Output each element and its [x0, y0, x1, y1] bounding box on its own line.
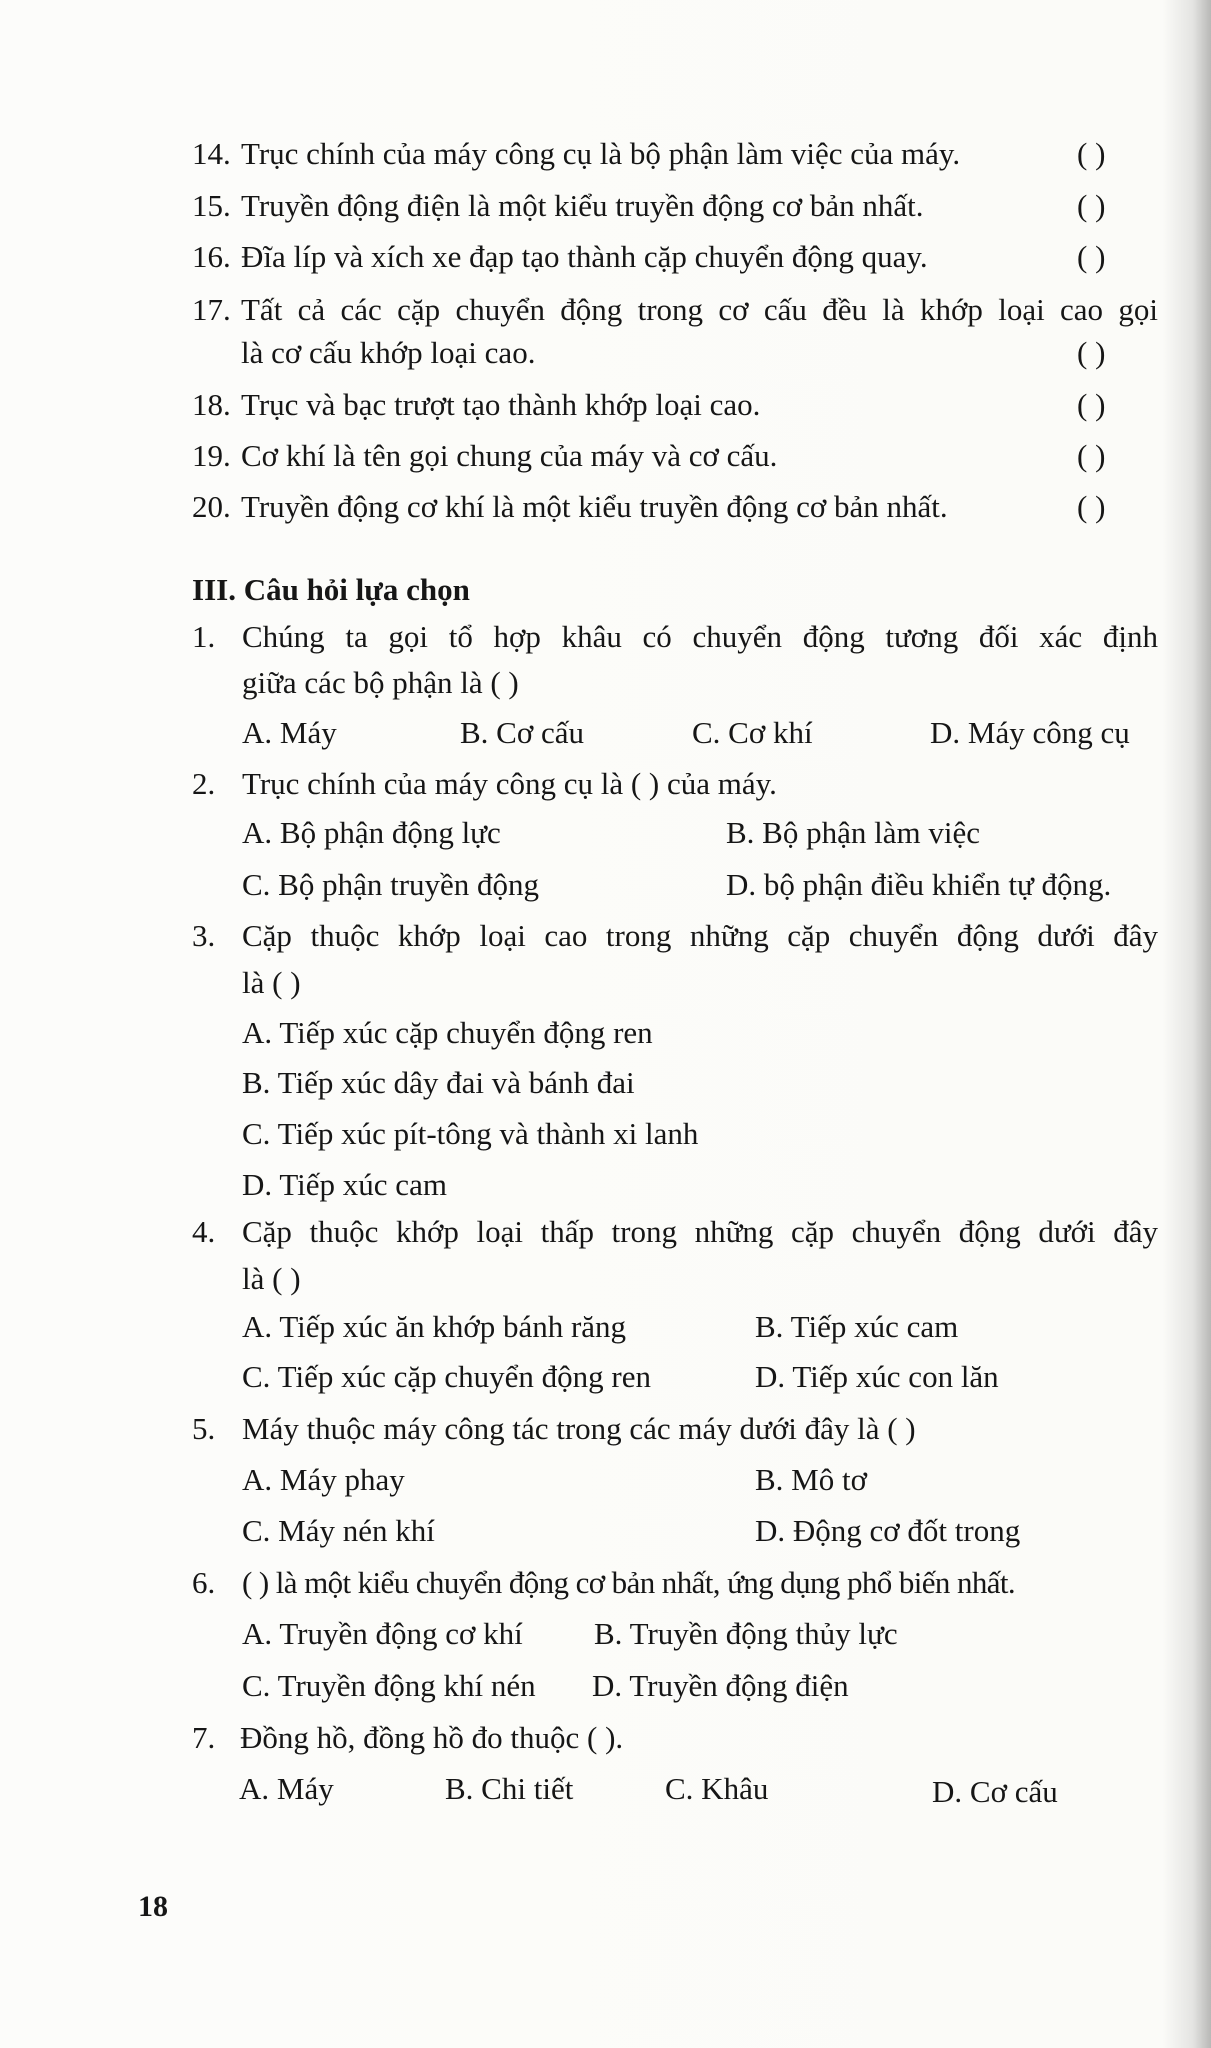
item-text: Truyền động cơ khí là một kiểu truyền động cơ bản nhất. — [241, 489, 948, 524]
question-number: 5. — [192, 1411, 216, 1446]
answer-blank: ( ) — [1077, 438, 1106, 473]
question-number: 4. — [192, 1214, 216, 1249]
option-a: A. Máy — [239, 1771, 334, 1806]
option-d: D. Máy công cụ — [930, 715, 1130, 750]
page-number: 18 — [138, 1890, 168, 1923]
item-number: 20. — [192, 489, 231, 524]
option-b: B. Chi tiết — [445, 1771, 574, 1806]
question-number: 2. — [192, 766, 216, 801]
answer-blank: ( ) — [1077, 387, 1106, 422]
answer-blank: ( ) — [1077, 489, 1106, 524]
option-b: B. Cơ cấu — [460, 715, 585, 750]
item-text: Cơ khí là tên gọi chung của máy và cơ cấu. — [241, 438, 778, 473]
question-text: Cặp thuộc khớp loại cao trong những cặp chuyển động dưới đây — [242, 918, 1158, 953]
option-b: B. Truyền động thủy lực — [594, 1616, 898, 1651]
item-text: Truyền động điện là một kiểu truyền động cơ bản nhất. — [241, 188, 924, 223]
option-a: A. Tiếp xúc ăn khớp bánh răng — [242, 1309, 627, 1344]
item-text: Trục và bạc trượt tạo thành khớp loại cao. — [241, 387, 761, 422]
option-c: C. Máy nén khí — [242, 1513, 435, 1548]
option-b: B. Tiếp xúc dây đai và bánh đai — [242, 1065, 635, 1100]
item-text: Tất cả các cặp chuyển động trong cơ cấu đều là khớp loại cao gọi — [241, 292, 1158, 327]
question-text: Máy thuộc máy công tác trong các máy dưới đây là ( ) — [242, 1411, 916, 1446]
question-text: Cặp thuộc khớp loại thấp trong những cặp chuyển động dưới đây — [242, 1214, 1158, 1249]
option-a: A. Truyền động cơ khí — [242, 1616, 523, 1651]
answer-blank: ( ) — [1077, 136, 1106, 171]
option-a: A. Máy — [242, 715, 337, 750]
option-c: C. Tiếp xúc cặp chuyển động ren — [242, 1359, 651, 1394]
option-d: D. Động cơ đốt trong — [755, 1513, 1021, 1548]
option-c: C. Tiếp xúc pít-tông và thành xi lanh — [242, 1116, 699, 1151]
answer-blank: ( ) — [1077, 239, 1106, 274]
section-heading: III. Câu hỏi lựa chọn — [192, 572, 470, 607]
question-text-cont: giữa các bộ phận là ( ) — [242, 665, 519, 700]
option-d: D. bộ phận điều khiển tự động. — [726, 867, 1112, 902]
item-number: 16. — [192, 239, 231, 274]
question-text-cont: là ( ) — [242, 965, 301, 1000]
option-c: C. Cơ khí — [692, 715, 813, 750]
question-text: Đồng hồ, đồng hồ đo thuộc ( ). — [240, 1720, 624, 1755]
option-a: A. Bộ phận động lực — [242, 815, 501, 850]
option-b: B. Mô tơ — [755, 1462, 867, 1497]
question-text-cont: là ( ) — [242, 1261, 301, 1296]
option-d: D. Truyền động điện — [592, 1668, 849, 1703]
item-text-cont: là cơ cấu khớp loại cao. — [241, 335, 536, 370]
option-a: A. Tiếp xúc cặp chuyển động ren — [242, 1015, 653, 1050]
item-number: 17. — [192, 292, 231, 327]
option-d: D. Tiếp xúc con lăn — [755, 1359, 999, 1394]
question-number: 7. — [192, 1720, 216, 1755]
option-a: A. Máy phay — [242, 1462, 405, 1497]
option-d: D. Tiếp xúc cam — [242, 1167, 447, 1202]
question-number: 1. — [192, 619, 216, 654]
option-d: D. Cơ cấu — [932, 1774, 1058, 1809]
question-number: 3. — [192, 918, 216, 953]
item-number: 18. — [192, 387, 231, 422]
option-c: C. Truyền động khí nén — [242, 1668, 536, 1703]
question-text: Trục chính của máy công cụ là ( ) của máy. — [242, 766, 777, 801]
answer-blank: ( ) — [1077, 335, 1106, 370]
question-number: 6. — [192, 1565, 216, 1600]
question-text: Chúng ta gọi tổ hợp khâu có chuyển động tương đối xác định — [242, 619, 1158, 654]
option-b: B. Bộ phận làm việc — [726, 815, 980, 850]
item-number: 19. — [192, 438, 231, 473]
option-c: C. Khâu — [665, 1771, 769, 1806]
item-text: Trục chính của máy công cụ là bộ phận làm việc của máy. — [241, 136, 961, 171]
item-text: Đĩa líp và xích xe đạp tạo thành cặp chuyển động quay. — [241, 239, 928, 274]
answer-blank: ( ) — [1077, 188, 1106, 223]
option-b: B. Tiếp xúc cam — [755, 1309, 959, 1344]
question-text: ( ) là một kiểu chuyển động cơ bản nhất, ứng dụng phổ biến nhất. — [242, 1565, 1016, 1600]
item-number: 15. — [192, 188, 231, 223]
item-number: 14. — [192, 136, 231, 171]
option-c: C. Bộ phận truyền động — [242, 867, 540, 902]
